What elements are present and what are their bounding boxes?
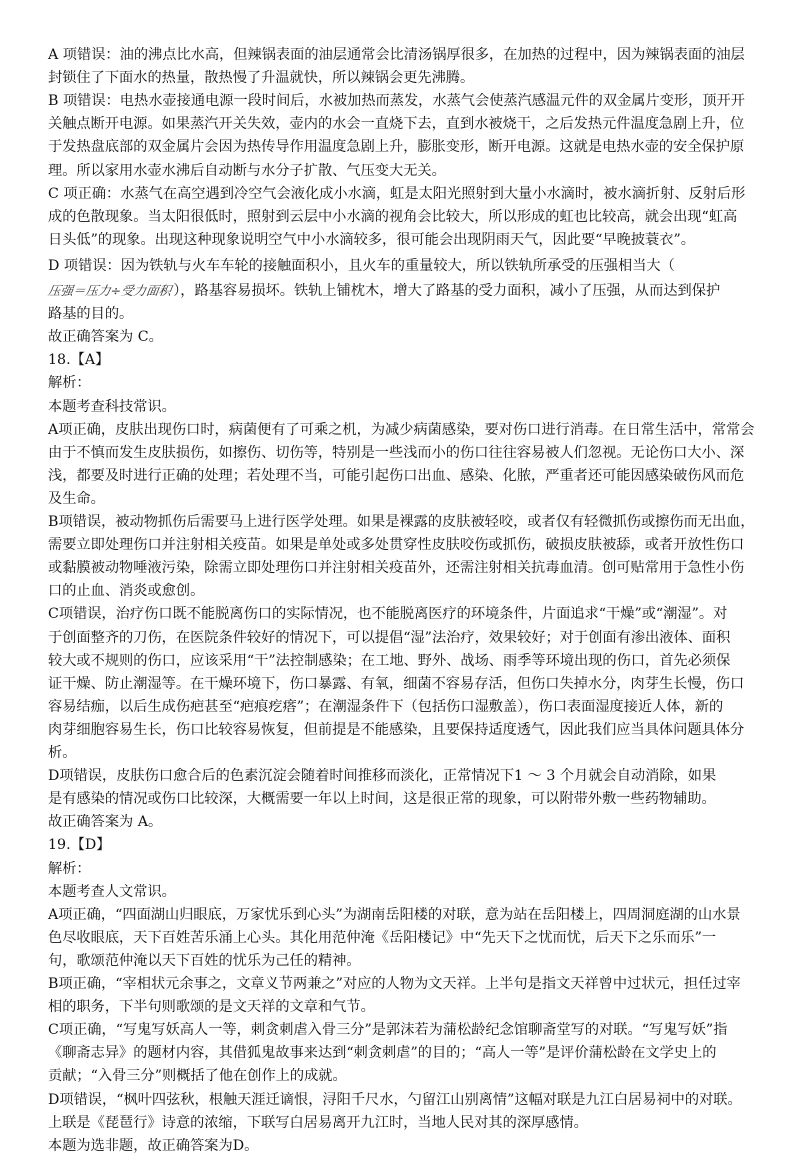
text-line: 本题考查人文常识。 [48, 883, 176, 900]
text-line: 路基的目的。 [48, 306, 134, 323]
text-line: 关触点断开电源。如果蒸汽开关失效，壶内的水会一直烧下去，直到水被烧干，之后发热元件温度急剧上升，位 [48, 116, 745, 133]
formula-line [48, 279, 720, 303]
analysis-heading: 解析： [48, 860, 91, 877]
text-line: 证干燥、防止潮湿等。在干燥环境下，伤口暴露、有氧，细菌不容易存活，但伤口失掉水分，肉芽生长慢，伤口 [48, 675, 745, 692]
text-line: 较大或不规则的伤口，应该采用“干”法控制感染；在工地、野外、战场、雨季等环境出现的伤口，首先必须保 [48, 652, 731, 669]
text-line: 肉芽细胞容易生长，伤口比较容易恢复，但前提是不能感染，且要保持适度透气，因此我们应当具体问题具体分 [48, 721, 745, 738]
text-line: 色尽收眼底，天下百姓苦乐涌上心头。其化用范仲淹《岳阳楼记》中“先天下之忧而忧，后天下之乐而乐”一 [48, 929, 717, 946]
text-line: 贡献；“入骨三分”则概括了他在创作上的成就。 [48, 1068, 347, 1085]
text-line: 句，歌颂范仲淹以天下百姓的忧乐为己任的精神。 [48, 952, 361, 969]
text-line: 口的止血、消炎或愈创。 [48, 583, 205, 600]
text-line: 理。所以家用水壶水沸后自动断与水分子扩散、气压变大无关。 [48, 162, 446, 179]
question-number: 本题为选非题，故正确答案为D。 [48, 1137, 259, 1154]
text-line: D项错误，皮肤伤口愈合后的色素沉淀会随着时间推移而淡化，正常情况下1 ～ 3 个月就会自动消除，如果 [48, 768, 717, 785]
text-line: 成的色散现象。当太阳很低时，照射到云层中小水滴的视角会比较大，所以形成的虹也比较高，就会出现“虹高 [48, 208, 738, 225]
text-line: 《聊斋志异》的题材内容，其借狐鬼故事来达到“刺贪刺虐”的目的；“高人一等”是评价蒲松龄在文学史上的 [48, 1045, 717, 1062]
text-line: B 项错误：电热水壶接通电源一段时间后，水被加热而蒸发，水蒸气会使蒸汽感温元件的双金属片变形，顶开开 [48, 93, 745, 110]
formula-tail-text: ），路基容易损坏。铁轨上铺枕木，增大了路基的受力面积，减小了压强，从而达到保护 [173, 283, 721, 299]
text-line: 于发热盘底部的双金属片会因为热传导作用温度急剧上升，膨胀变形，断开电源。这就是电热水壶的安全保护原 [48, 139, 745, 156]
text-line: A项正确，“四面湖山归眼底，万家忧乐到心头”为湖南岳阳楼的对联，意为站在岳阳楼上，四周洞庭湖的山水景 [48, 906, 741, 923]
text-line: C项正确，“写鬼写妖高人一等，刺贪刺虐入骨三分”是郭沫若为蒲松龄纪念馆聊斋堂写的对联。“写鬼写妖”指 [48, 1022, 728, 1039]
text-line: A 项错误：油的沸点比水高，但辣锅表面的油层通常会比清汤锅厚很多，在加热的过程中，因为辣锅表面的油层 [48, 47, 745, 63]
text-line: A项正确，皮肤出现伤口时，病菌便有了可乘之机，为减少病菌感染，要对伤口进行消毒。在日常生活中，常常会 [48, 421, 755, 438]
analysis-heading: 解析： [48, 375, 91, 392]
answer-line: 故正确答案为 A。 [48, 814, 163, 831]
question-number: 18.【A】 [48, 352, 110, 369]
text-line: 相的职务，下半句则歌颂的是文天祥的文章和气节。 [48, 999, 375, 1016]
text-line: 容易结痂，以后生成伤疤甚至“疤痕疙瘩”；在潮湿条件下（包括伤口湿敷盖），伤口表面湿度接近人体，新的 [48, 698, 724, 715]
text-line: 由于不慎而发生皮肤损伤，如擦伤、切伤等，特别是一些浅而小的伤口往往容易被人们忽视。无论伤口大小、深 [48, 444, 745, 461]
answer-line: 上联是《琵琶行》诗意的浓缩，下联写白居易离开九江时，当地人民对其的深厚感情。 [48, 1114, 588, 1131]
text-line: 及生命。 [48, 490, 105, 507]
text-line: 封锁住了下面水的热量，散热慢了升温就快，所以辣锅会更先沸腾。 [48, 70, 475, 87]
text-line: 析。 [48, 745, 77, 761]
text-line: C项错误，治疗伤口既不能脱离伤口的实际情况，也不能脱离医疗的环境条件，片面追求“干燥”或“潮湿”。对 [48, 606, 728, 623]
text-line: B项正确，“宰相状元余事之，文章义节两兼之”对应的人物为文天祥。上半句是指文天祥曾中过状元，担任过宰 [48, 976, 741, 992]
text-line: D项错误，“枫叶四弦秋，根触天涯迁谪恨，浔阳千尺水，勺留江山别离情”这幅对联是九江白居易祠中的对联。 [48, 1091, 742, 1108]
text-line: 是有感染的情况或伤口比较深，大概需要一年以上时间，这是很正常的现象，可以附带外敷一些药物辅助。 [48, 791, 716, 808]
text-line: B项错误，被动物抓伤后需要马上进行医学处理。如果是裸露的皮肤被轻咬，或者仅有轻微抓伤或擦伤而无出血， [48, 514, 755, 530]
question-number: 19.【D】 [48, 837, 111, 854]
text-line: C 项正确：水蒸气在高空遇到冷空气会液化成小水滴，虹是太阳光照射到大量小水滴时，被水滴折射、反射后形 [48, 185, 746, 202]
pressure-formula: 压强＝压力÷受力面积 [47, 283, 173, 298]
text-line: 需要立即处理伤口并注射相关疫苗。如果是单处或多处贯穿性皮肤咬伤或抓伤，破损皮肤被舔，或者开放性伤口 [48, 537, 745, 554]
text-line: D 项错误：因为铁轨与火车车轮的接触面积小，且火车的重量较大，所以铁轨所承受的压强相当大（ [48, 257, 675, 274]
text-line: 浅，都要及时进行正确的处理；若处理不当，可能引起伤口出血、感染、化脓，严重者还可能因感染破伤风而危 [48, 467, 745, 484]
text-line: 于创面整齐的刀伤，在医院条件较好的情况下，可以提倡“湿”法治疗，效果较好；对于创面有渗出液体、面积 [48, 629, 731, 646]
text-line: 或黏膜被动物唾液污染，除需立即处理伤口并注射相关疫苗外，还需注射相关抗毒血清。创可贴常用于急性小伤 [48, 560, 745, 577]
answer-line: 故正确答案为 C。 [48, 329, 163, 346]
text-line: 日头低”的现象。出现这种现象说明空气中小水滴较多，很可能会出现阴雨天气，因此要“早晚披蓑衣”。 [48, 231, 695, 248]
text-line: 本题考查科技常识。 [48, 398, 176, 415]
